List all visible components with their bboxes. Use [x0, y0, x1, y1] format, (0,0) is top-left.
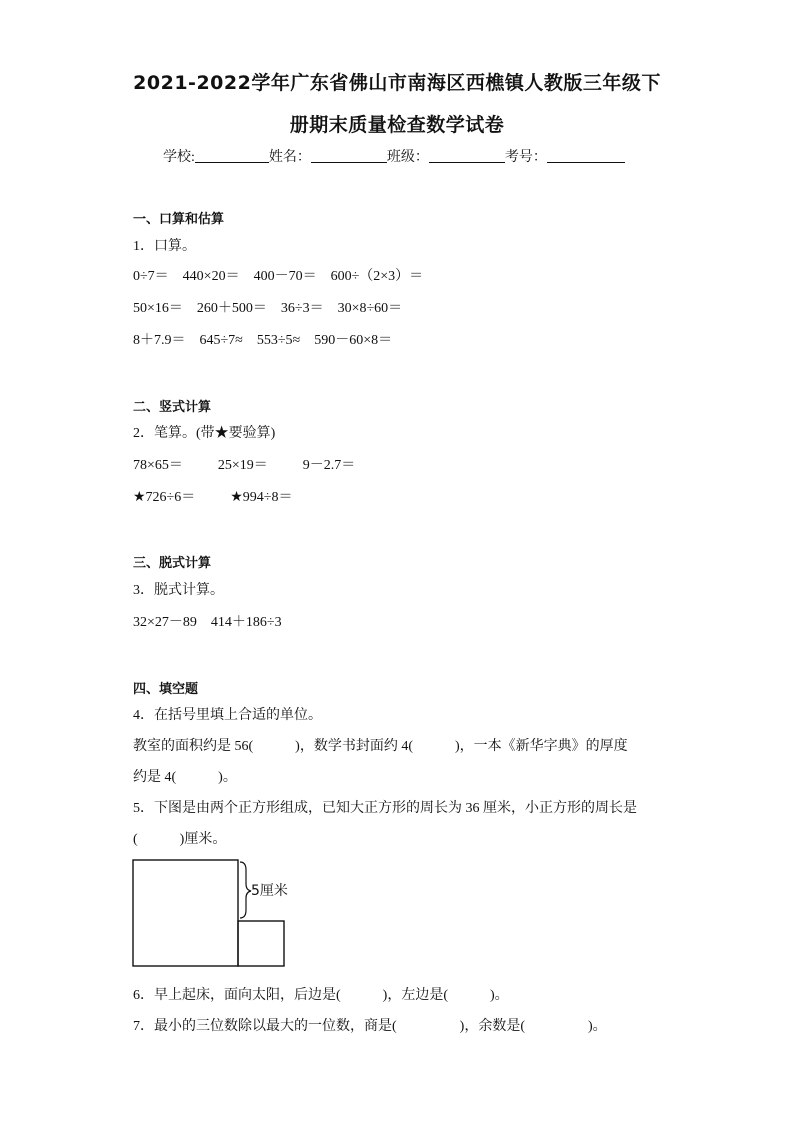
section-heading-2: 二、竖式计算: [133, 400, 212, 415]
question-4: 4．在括号里填上合适的单位。: [133, 708, 322, 723]
mental-math-row-2: 50×16＝ 260＋500＝ 36÷3＝ 30×8÷60＝: [133, 301, 403, 316]
school-field[interactable]: [195, 148, 269, 163]
brace-icon: [240, 862, 251, 918]
exam-title-line1: 2021-2022学年广东省佛山市南海区西樵镇人教版三年级下: [133, 72, 661, 94]
class-label: 班级：: [386, 150, 429, 165]
question-4-line-1: 教室的面积约是 56( )，数学书封面约 4( )，一本《新华字典》的厚度: [133, 739, 628, 754]
mental-math-row-3: 8＋7.9＝ 645÷7≈ 553÷5≈ 590－60×8＝: [133, 333, 393, 348]
question-7: 7．最小的三位数除以最大的一位数，商是( )，余数是( )。: [133, 1019, 607, 1034]
written-calc-row-2: ★726÷6＝ ★994÷8＝: [133, 490, 293, 505]
exam-no-field[interactable]: [547, 148, 625, 163]
question-4-line-2: 约是 4( )。: [133, 770, 237, 785]
exam-title-line2: 册期末质量检查数学试卷: [289, 114, 505, 136]
student-info-row: [163, 146, 625, 166]
large-square: [133, 860, 238, 966]
question-3: 3．脱式计算。: [133, 583, 224, 598]
figure-label: 5厘米: [251, 883, 288, 899]
written-calc-row-1: 78×65＝ 25×19＝ 9－2.7＝: [133, 458, 356, 473]
small-square: [238, 921, 284, 966]
name-label: 姓名：: [268, 150, 311, 165]
section-heading-1: 一、口算和估算: [133, 212, 225, 227]
class-field[interactable]: [429, 148, 505, 163]
question-2: 2．笔算。(带★要验算): [133, 426, 276, 441]
section-heading-3: 三、脱式计算: [133, 556, 212, 571]
question-5-line-1: 5．下图是由两个正方形组成，已知大正方形的周长为 36 厘米，小正方形的周长是: [133, 801, 637, 816]
name-field[interactable]: [311, 148, 387, 163]
question-6: 6．早上起床，面向太阳，后边是( )，左边是( )。: [133, 988, 509, 1003]
question-1: 1．口算。: [133, 239, 196, 254]
section-heading-4: 四、填空题: [133, 682, 199, 697]
school-label: 学校:: [163, 150, 195, 165]
exam-no-label: 考号：: [504, 150, 547, 165]
mental-math-row-1: 0÷7＝ 440×20＝ 400－70＝ 600÷（2×3）＝: [133, 269, 424, 284]
two-squares-figure: [130, 858, 305, 970]
question-5-line-2: ( )厘米。: [133, 832, 227, 847]
step-calc-row: 32×27－89 414＋186÷3: [133, 615, 282, 630]
